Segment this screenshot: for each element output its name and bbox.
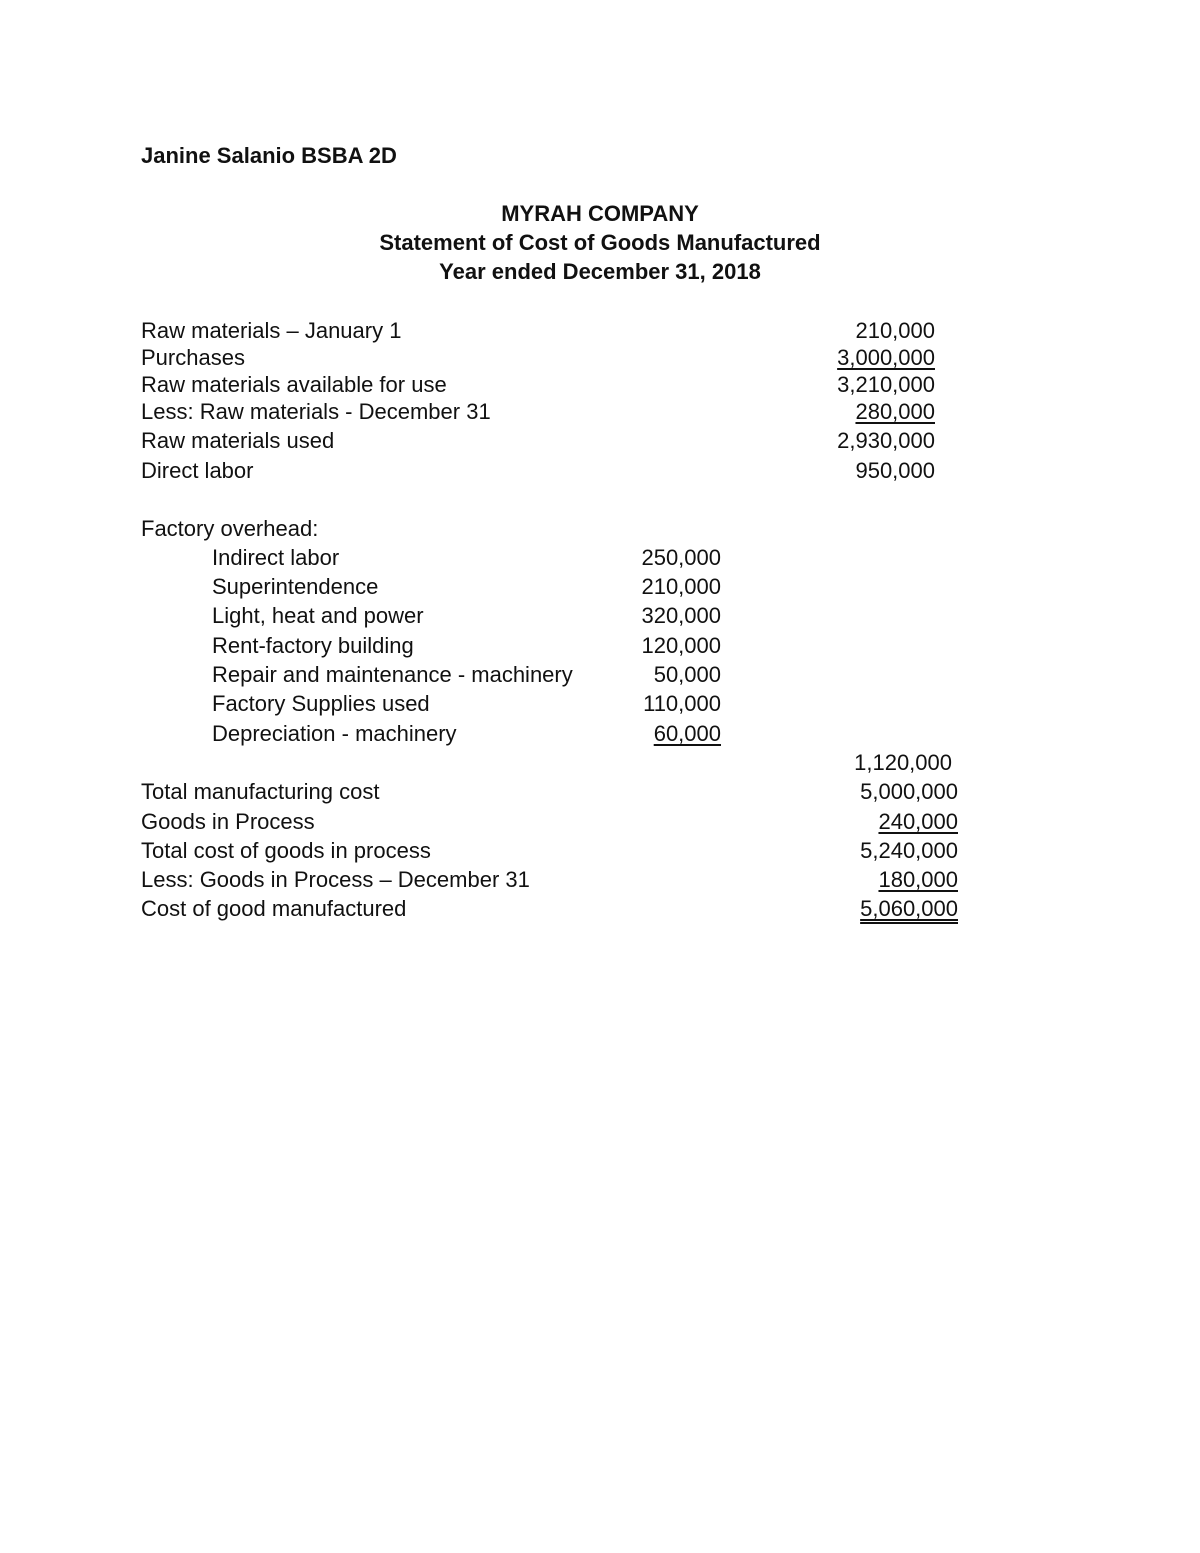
overhead-label: Rent-factory building: [212, 633, 414, 658]
line-label: Raw materials available for use: [141, 372, 447, 397]
statement-header: [0, 199, 1200, 286]
total-label: Total manufacturing cost: [141, 779, 380, 804]
overhead-total-row: [0, 749, 1200, 777]
overhead-heading-row: [0, 515, 1200, 543]
total-line: [0, 895, 1200, 923]
overhead-item: [0, 632, 1200, 660]
overhead-item: [0, 661, 1200, 689]
company-name: MYRAH COMPANY: [501, 201, 699, 226]
total-amount: 5,240,000: [860, 838, 958, 863]
statement-period: Year ended December 31, 2018: [439, 259, 761, 284]
overhead-item: [0, 720, 1200, 748]
overhead-label: Repair and maintenance - machinery: [212, 662, 573, 687]
overhead-label: Light, heat and power: [212, 603, 424, 628]
line-amount: 2,930,000: [837, 428, 935, 453]
line-item: [0, 457, 1200, 485]
line-amount: 280,000: [855, 399, 935, 424]
line-label: Direct labor: [141, 458, 254, 483]
total-line: [0, 778, 1200, 806]
line-item: [0, 371, 1200, 399]
total-amount: 240,000: [878, 809, 958, 834]
total-amount: 180,000: [878, 867, 958, 892]
line-label: Raw materials – January 1: [141, 318, 402, 343]
total-line: [0, 808, 1200, 836]
overhead-amount: 120,000: [641, 633, 721, 658]
overhead-heading: Factory overhead:: [141, 516, 319, 541]
line-amount: 210,000: [855, 318, 935, 343]
line-label: Less: Raw materials - December 31: [141, 399, 491, 424]
line-item: [0, 317, 1200, 345]
overhead-item: [0, 573, 1200, 601]
line-item: [0, 398, 1200, 426]
overhead-label: Superintendence: [212, 574, 379, 599]
overhead-amount: 210,000: [641, 574, 721, 599]
overhead-amount: 250,000: [641, 545, 721, 570]
overhead-total: 1,120,000: [854, 750, 952, 775]
overhead-label: Factory Supplies used: [212, 691, 430, 716]
line-amount: 950,000: [855, 458, 935, 483]
overhead-item: [0, 690, 1200, 718]
statement-title: Statement of Cost of Goods Manufactured: [379, 230, 821, 255]
line-item: [0, 344, 1200, 372]
line-label: Raw materials used: [141, 428, 335, 453]
line-label: Purchases: [141, 345, 245, 370]
line-amount: 3,210,000: [837, 372, 935, 397]
total-label: Less: Goods in Process – December 31: [141, 867, 530, 892]
overhead-amount: 110,000: [643, 691, 721, 716]
line-amount: 3,000,000: [837, 345, 935, 370]
overhead-amount: 50,000: [653, 662, 721, 687]
total-label: Cost of good manufactured: [141, 896, 407, 921]
total-line: [0, 866, 1200, 894]
line-item: [0, 427, 1200, 455]
total-label: Goods in Process: [141, 809, 315, 834]
total-line: [0, 837, 1200, 865]
final-total-amount: 5,060,000: [860, 896, 958, 921]
overhead-amount: 320,000: [641, 603, 721, 628]
overhead-item: [0, 544, 1200, 572]
overhead-label: Depreciation - machinery: [212, 721, 457, 746]
total-amount: 5,000,000: [860, 779, 958, 804]
overhead-amount: 60,000: [653, 721, 721, 746]
overhead-label: Indirect labor: [212, 545, 340, 570]
author-line: Janine Salanio BSBA 2D: [141, 143, 397, 168]
overhead-item: [0, 602, 1200, 630]
total-label: Total cost of goods in process: [141, 838, 431, 863]
